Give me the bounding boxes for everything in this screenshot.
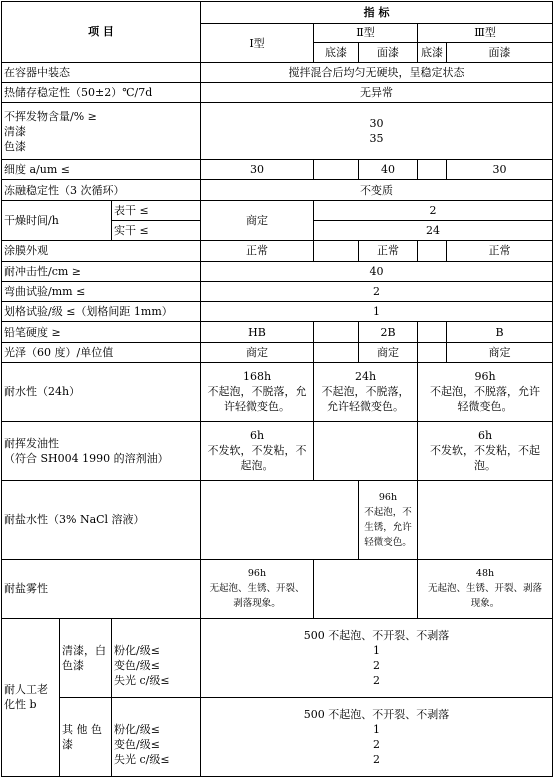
value-chalk: 1 xyxy=(373,722,381,736)
empty-cell xyxy=(314,160,359,180)
row-label: 弯曲试验/mm ≤ xyxy=(2,281,201,301)
value-type2-topcoat xyxy=(359,480,418,559)
drying-hard-label: 实干 ≤ xyxy=(112,221,201,241)
value-type3: B xyxy=(447,322,553,342)
aging-other-group: 其 他 色漆 xyxy=(60,697,112,776)
header-type2-primer: 底漆 xyxy=(314,42,359,62)
row-pencil xyxy=(2,322,553,342)
value-line: 轻微变色。 xyxy=(457,400,513,414)
empty-cell xyxy=(201,480,359,559)
empty-cell xyxy=(314,342,359,362)
row-gloss xyxy=(2,342,553,362)
empty-cell xyxy=(418,241,447,261)
value-line: 不起泡，不 xyxy=(364,506,412,518)
value-clear: 30 xyxy=(369,117,384,131)
value-line: 生锈，允许 xyxy=(364,521,412,533)
value-line: 不起泡，不脱落， xyxy=(321,385,410,399)
value-discolor: 2 xyxy=(373,737,381,751)
row-value: 无异常 xyxy=(201,83,553,103)
value-type2 xyxy=(314,363,418,422)
criteria-discolor: 变色/级≤ xyxy=(114,737,160,751)
value-type2: 2B xyxy=(359,322,418,342)
row-bend xyxy=(2,281,553,301)
aging-clear-values xyxy=(201,618,553,697)
value-line: 无起泡、生锈、开裂、剥落 xyxy=(428,583,543,595)
row-drying-surface xyxy=(2,200,553,220)
row-label: 冻融稳定性（3 次循环） xyxy=(2,180,201,200)
empty-cell xyxy=(418,342,447,362)
empty-cell xyxy=(314,241,359,261)
value-line: 6h xyxy=(249,429,265,443)
row-saltwater xyxy=(2,480,553,559)
row-label: 划格试验/级 ≤（划格间距 1mm） xyxy=(2,302,201,322)
header-type1: Ⅰ型 xyxy=(201,24,314,63)
value-type1: 正常 xyxy=(201,241,314,261)
row-label xyxy=(2,103,201,160)
value-type3 xyxy=(418,421,553,480)
row-label: 铅笔硬度 ≥ xyxy=(2,322,201,342)
value-line: 6h xyxy=(477,429,493,443)
row-label: 涂膜外观 xyxy=(2,241,201,261)
aging-other-values xyxy=(201,697,553,776)
value-line: 96h xyxy=(474,370,496,384)
value-line: 剥落现象。 xyxy=(233,598,281,610)
header-type3: Ⅲ型 xyxy=(418,24,553,42)
row-label: 耐盐水性（3% NaCl 溶液） xyxy=(2,480,201,559)
criteria-chalk: 粉化/级≤ xyxy=(114,722,160,736)
criteria-gloss: 失光 c/级≤ xyxy=(114,752,170,766)
value-line: 许轻微变色。 xyxy=(224,400,290,414)
row-container xyxy=(2,62,553,82)
value-hours: 500 不起泡、不开裂、不剥落 xyxy=(303,707,450,721)
row-saltspray xyxy=(2,559,553,618)
header-type3-topcoat: 面漆 xyxy=(447,42,553,62)
label-line: 色漆 xyxy=(4,139,26,153)
header-row-1 xyxy=(2,2,553,24)
empty-cell xyxy=(314,421,418,480)
row-freeze xyxy=(2,180,553,200)
header-type2-topcoat: 面漆 xyxy=(359,42,418,62)
value-line: 起泡。 xyxy=(240,459,274,473)
value-line: 允许轻微变色。 xyxy=(327,400,404,414)
row-label: 细度 a/um ≤ xyxy=(2,160,201,180)
row-nonvolatile xyxy=(2,103,553,160)
criteria-gloss: 失光 c/级≤ xyxy=(114,673,170,687)
header-item: 项 目 xyxy=(2,2,201,63)
value-line: 不发软，不发粘，不起 xyxy=(430,444,541,458)
value-line: 不起泡，不脱落，允许 xyxy=(430,385,541,399)
row-label: 耐盐雾性 xyxy=(2,559,201,618)
criteria-discolor: 变色/级≤ xyxy=(114,658,160,672)
row-appearance xyxy=(2,241,553,261)
value-hard: 24 xyxy=(314,221,553,241)
row-aging-clear xyxy=(2,618,553,697)
row-label: 热储存稳定性（50±2）℃/7d xyxy=(2,83,201,103)
empty-cell xyxy=(418,322,447,342)
header-type3-primer: 底漆 xyxy=(418,42,447,62)
row-label: 光泽（60 度）/单位值 xyxy=(2,342,201,362)
row-aging-other xyxy=(2,697,553,776)
value-type3: 30 xyxy=(447,160,553,180)
value-type1: HB xyxy=(201,322,314,342)
value-type2: 40 xyxy=(359,160,418,180)
value-type3: 正常 xyxy=(447,241,553,261)
value-type3 xyxy=(418,363,553,422)
value-hours: 500 不起泡、不开裂、不剥落 xyxy=(303,628,450,642)
row-label: 耐水性（24h） xyxy=(2,363,201,422)
value-type1: 30 xyxy=(201,160,314,180)
value-line: 轻微变色。 xyxy=(364,536,412,548)
aging-clear-group: 清漆，白色漆 xyxy=(60,618,112,697)
row-value: 2 xyxy=(201,281,553,301)
value-line: 168h xyxy=(242,370,272,384)
value-line: 泡。 xyxy=(474,459,497,473)
row-value: 不变质 xyxy=(201,180,553,200)
value-type1 xyxy=(201,421,314,480)
row-crosscut xyxy=(2,302,553,322)
value-line: 现象。 xyxy=(470,598,500,610)
label-line: 耐挥发油性 xyxy=(4,436,59,450)
empty-cell xyxy=(418,480,553,559)
row-oil xyxy=(2,421,553,480)
label-line: 不挥发物含量/% ≥ xyxy=(4,109,97,123)
value-type2: 正常 xyxy=(359,241,418,261)
row-fineness xyxy=(2,160,553,180)
empty-cell xyxy=(314,322,359,342)
criteria-line xyxy=(114,707,198,722)
value-line: 24h xyxy=(354,370,377,384)
value-line: 无起泡、生锈、开裂、 xyxy=(209,583,305,595)
row-label: 干燥时间/h xyxy=(2,200,112,241)
empty-cell xyxy=(418,160,447,180)
row-value xyxy=(201,103,553,160)
row-water xyxy=(2,363,553,422)
drying-surface-label: 表干 ≤ xyxy=(112,200,201,220)
criteria-chalk: 粉化/级≤ xyxy=(114,643,160,657)
value-surface: 2 xyxy=(314,200,553,220)
row-label xyxy=(2,421,201,480)
value-type3 xyxy=(418,559,553,618)
row-heat xyxy=(2,83,553,103)
row-label: 耐冲击性/cm ≥ xyxy=(2,261,201,281)
value-discolor: 2 xyxy=(373,658,381,672)
value-type2: 商定 xyxy=(359,342,418,362)
value-line: 48h xyxy=(475,568,495,580)
row-value: 1 xyxy=(201,302,553,322)
empty-cell xyxy=(314,559,418,618)
value-type1: 商定 xyxy=(201,200,314,241)
value-line: 不起泡，不脱落，允 xyxy=(207,385,307,399)
row-impact xyxy=(2,261,553,281)
aging-label: 耐人工老化性 b xyxy=(2,618,60,776)
value-type1 xyxy=(201,559,314,618)
value-gloss: 2 xyxy=(373,673,381,687)
value-chalk: 1 xyxy=(373,643,381,657)
row-value: 40 xyxy=(201,261,553,281)
value-type1 xyxy=(201,363,314,422)
value-line: 96h xyxy=(378,491,398,503)
row-label: 在容器中装态 xyxy=(2,62,201,82)
coating-spec-table xyxy=(1,1,553,777)
aging-criteria xyxy=(112,618,201,697)
value-type1: 商定 xyxy=(201,342,314,362)
aging-criteria xyxy=(112,697,201,776)
label-line: 清漆 xyxy=(4,124,26,138)
value-type3: 商定 xyxy=(447,342,553,362)
value-line: 96h xyxy=(247,568,267,580)
header-type2: Ⅱ型 xyxy=(314,24,418,42)
row-value: 搅拌混合后均匀无硬块，呈稳定状态 xyxy=(201,62,553,82)
value-color: 35 xyxy=(369,132,384,146)
value-gloss: 2 xyxy=(373,752,381,766)
value-line: 不发软，不发粘，不 xyxy=(207,444,307,458)
label-line: （符合 SH004 1990 的溶剂油） xyxy=(4,451,169,465)
criteria-line xyxy=(114,628,198,643)
header-indicator: 指 标 xyxy=(201,2,553,24)
